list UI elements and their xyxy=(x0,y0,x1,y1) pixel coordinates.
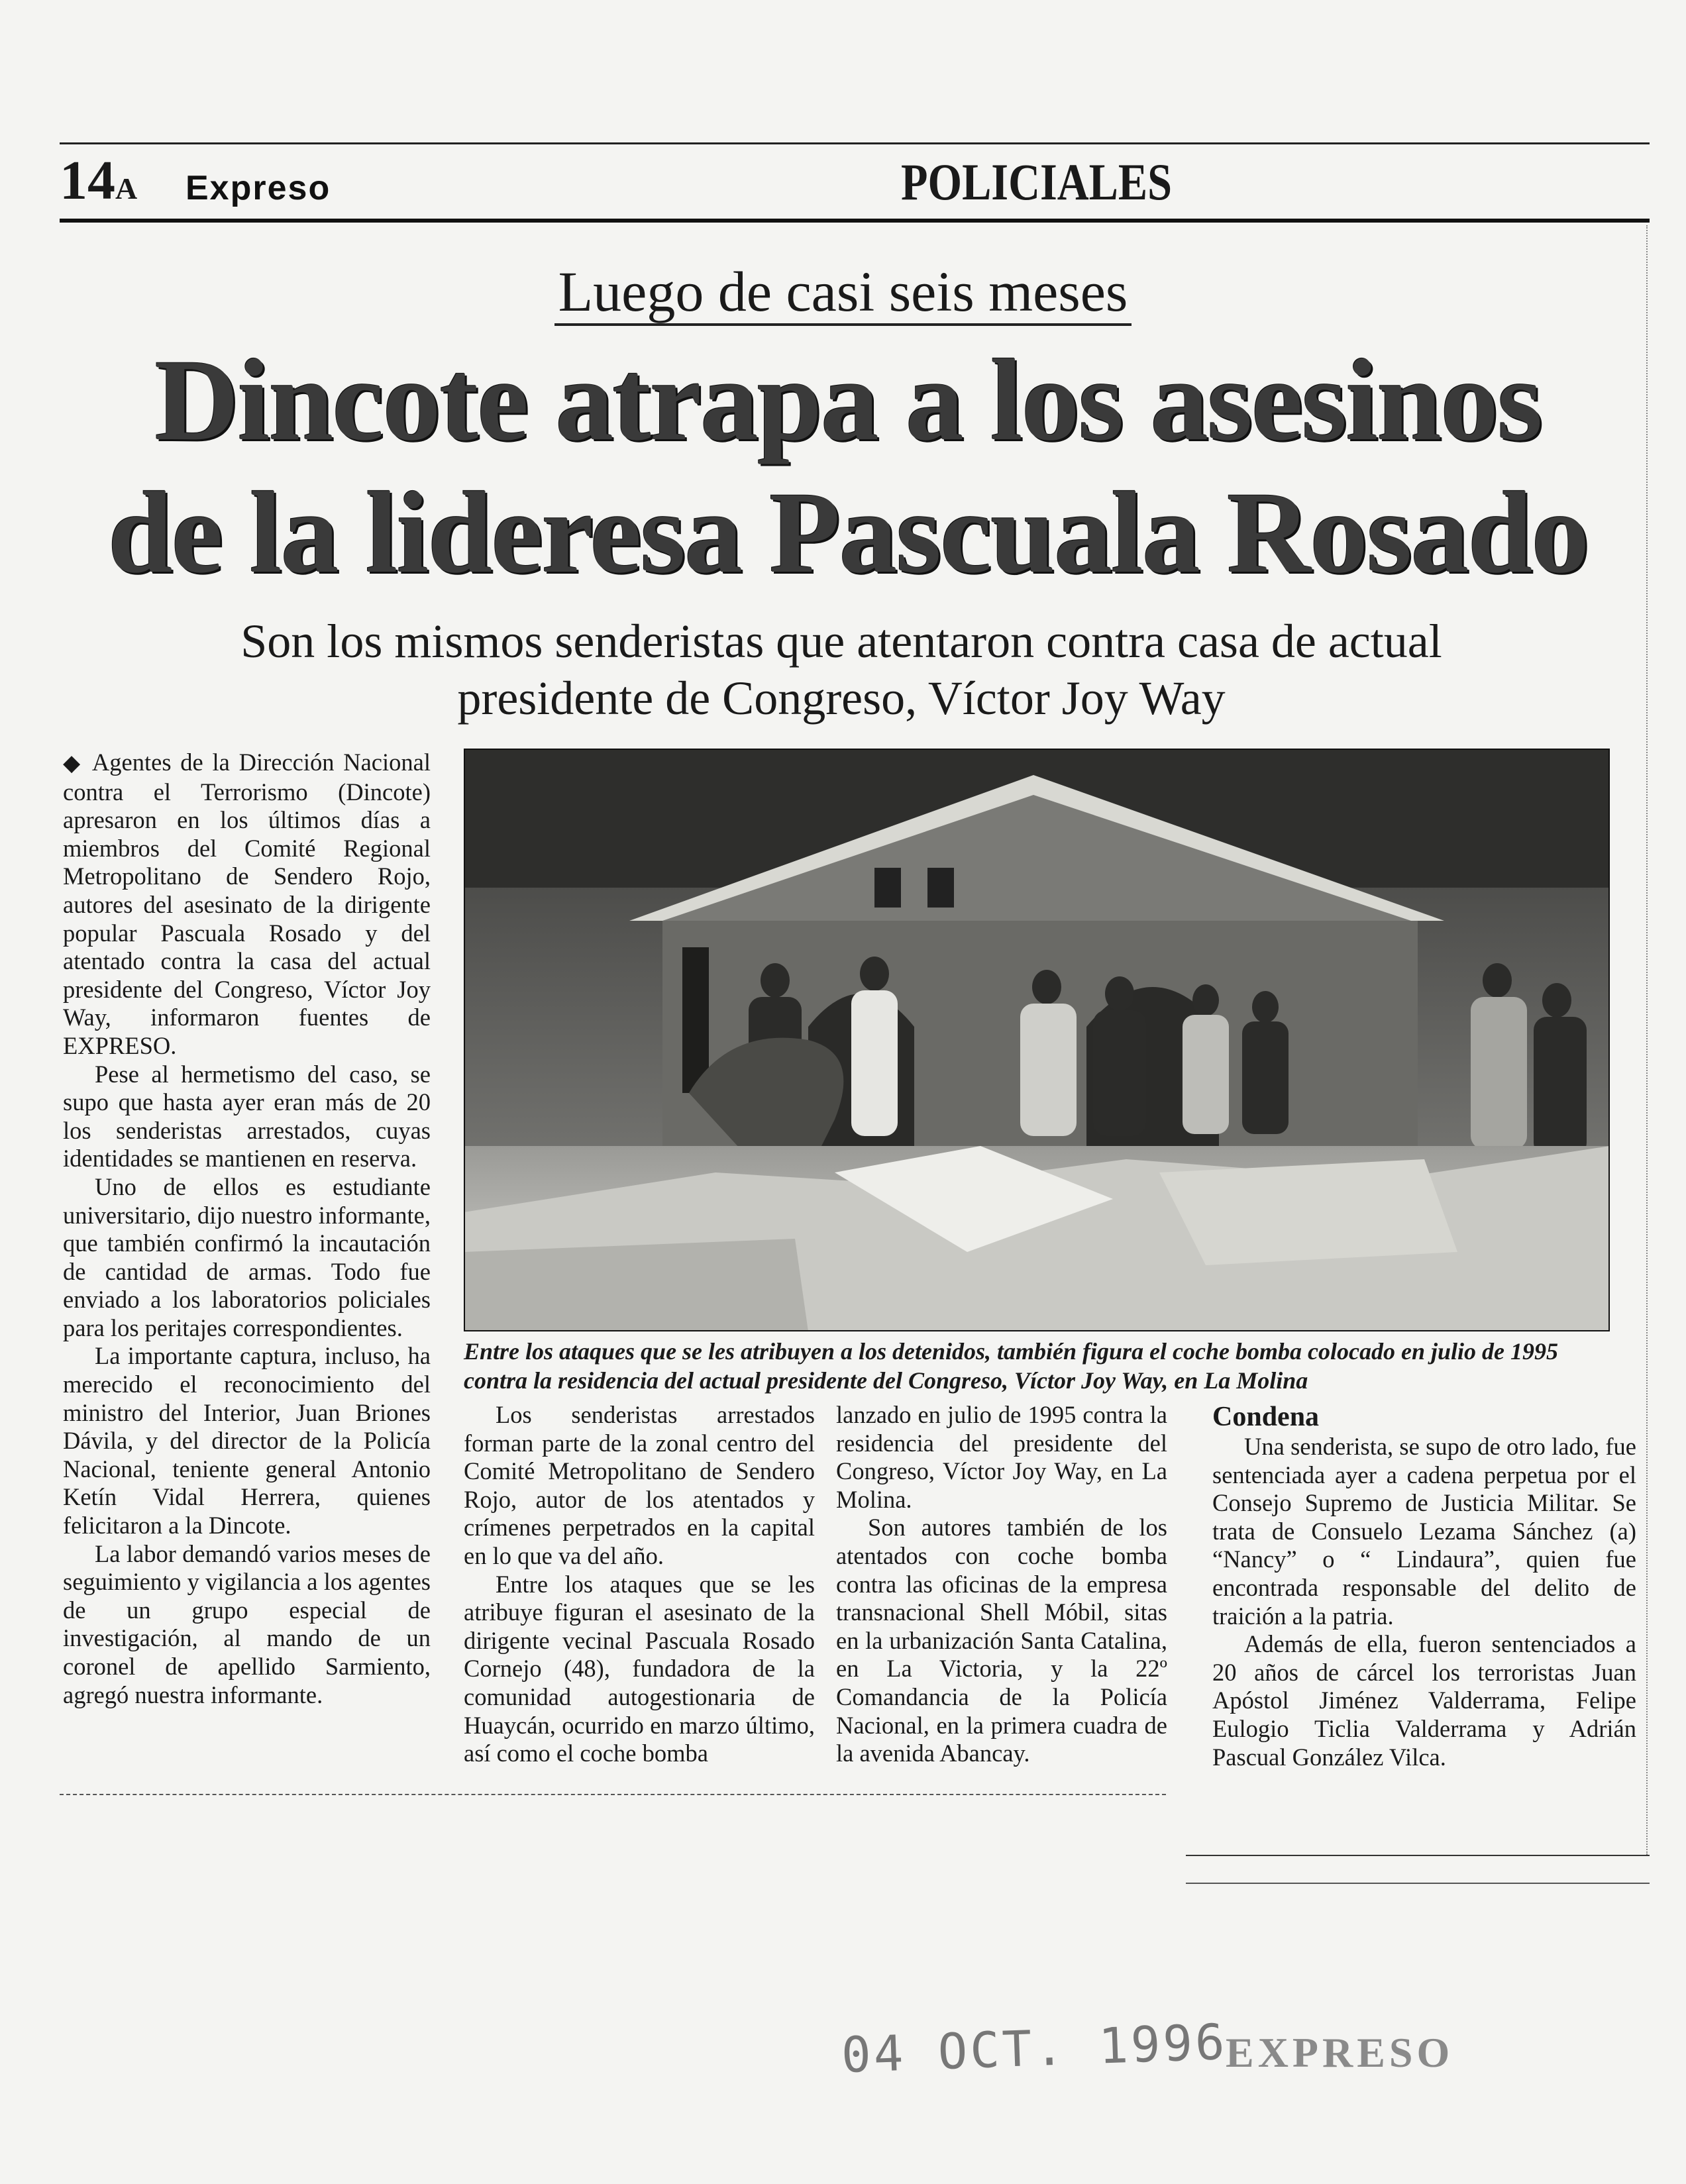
paper-stamp: EXPRESO xyxy=(1226,2029,1454,2076)
headline-line-1: Dincote atrapa a los asesinos xyxy=(154,336,1542,465)
newspaper-name: Expreso xyxy=(185,169,331,207)
column-2 xyxy=(464,1401,815,1768)
subhead-condena: Condena xyxy=(1212,1402,1320,1432)
news-photo xyxy=(464,749,1610,1331)
paragraph: Entre los ataques que se les atribuye figuran el asesinato de la dirigente vecinal Pascuala Rosado Cornejo (48), fundadora de la comunidad autogestionaria de Huaycán, ocurrido en marzo último, así como el coche bomba xyxy=(464,1570,815,1767)
house-damage-photo xyxy=(464,749,1610,1331)
column-4 xyxy=(1212,1401,1636,1771)
end-rule xyxy=(1186,1855,1650,1856)
paragraph: Una senderista, se supo de otro lado, fue sentenciada ayer a cadena perpetua por el Consejo Supremo de Justicia Militar. Se trata de Consuelo Lezama Sánchez (a) “Nancy” o “ Lindaura”, quien fue encontrada responsable del delito de traición a la patria. xyxy=(1212,1433,1636,1630)
deck xyxy=(79,613,1603,727)
paragraph: lanzado en julio de 1995 contra la residencia del presidente del Congreso, Víctor Joy Way, en La Molina. xyxy=(836,1401,1167,1513)
page-suffix: A xyxy=(115,172,138,205)
kicker: Luego de casi seis meses xyxy=(0,258,1686,325)
end-rule xyxy=(1186,1883,1650,1884)
deck-line-1: Son los mismos senderistas que atentaron contra casa de actual xyxy=(240,615,1442,668)
masthead-rule xyxy=(60,219,1650,223)
section-title: POLICIALES xyxy=(901,153,1172,211)
deck-line-2: presidente de Congreso, Víctor Joy Way xyxy=(457,672,1226,725)
photo-caption: Entre los ataques que se les atribuyen a los detenidos, también figura el coche bomba colocado en julio de 1995 contra la residencia del actual presidente del Congreso, Víctor Joy Way, en La Molina xyxy=(464,1338,1558,1394)
paragraph: Son autores también de los atentados con coche bomba contra las oficinas de la empresa transnacional Shell Móbil, sitas en la urbanización Santa Catalina, en La Victoria, y la 22º Comandancia de la Policía Nacional, en la primera cuadra de la avenida Abancay. xyxy=(836,1514,1167,1767)
top-rule xyxy=(60,142,1650,144)
date-stamp: 04 OCT. 1996 xyxy=(840,2013,1228,2085)
page-number: 14A xyxy=(60,150,138,211)
paragraph: Uno de ellos es estudiante universitario, dijo nuestro informante, que también confirmó la incautación de cantidad de armas. Todo fue enviado a los laboratorios policiales para los peritajes correspondientes. xyxy=(63,1172,431,1341)
paragraph: La importante captura, incluso, ha merecido el reconocimiento del ministro del Interior, Juan Briones Dávila, y del director de la Policía Nacional, teniente general Antonio Ketín Vidal Herrera, quienes felicitaron a la Dincote. xyxy=(63,1342,431,1539)
paragraph: Además de ella, fueron sentenciados a 20 años de cárcel los terroristas Juan Apóstol Jiménez Valderrama, Felipe Eulogio Ticlia Valderrama y Adrián Pascual González Vilca. xyxy=(1212,1630,1636,1771)
paragraph: ◆ Agentes de la Dirección Nacional contra el Terrorismo (Dincote) apresaron en los últimos días a miembros del Comité Regional Metropolitano de Sendero Rojo, autores del asesinato de la dirigente popular Pascuala Rosado y del atentado contra la casa del actual presidente del Congreso, Víctor Joy Way, informaron fuentes de EXPRESO. xyxy=(63,749,431,1059)
paragraph: Pese al hermetismo del caso, se supo que hasta ayer eran más de 20 los senderistas arrestados, cuyas identidades se mantienen en reserva. xyxy=(63,1060,431,1172)
paragraph: La labor demandó varios meses de seguimiento y vigilancia a los agentes de un grupo especial de investigación, al mando de un coronel de apellido Sarmiento, agregó nuestra informante. xyxy=(63,1539,431,1708)
diamond-bullet-icon: ◆ xyxy=(63,751,92,776)
masthead xyxy=(60,147,1650,217)
column-end-rule xyxy=(60,1794,1166,1795)
paragraph: Los senderistas arrestados forman parte de la zonal centro del Comité Metropolitano de Sendero Rojo, autor de los atentados y crímenes perpetrados en la capital en lo que va del año. xyxy=(464,1401,815,1569)
column-1 xyxy=(63,749,431,1709)
column-3 xyxy=(836,1401,1167,1768)
headline xyxy=(40,335,1656,599)
headline-line-2: de la lideresa Pascuala Rosado xyxy=(107,468,1589,598)
